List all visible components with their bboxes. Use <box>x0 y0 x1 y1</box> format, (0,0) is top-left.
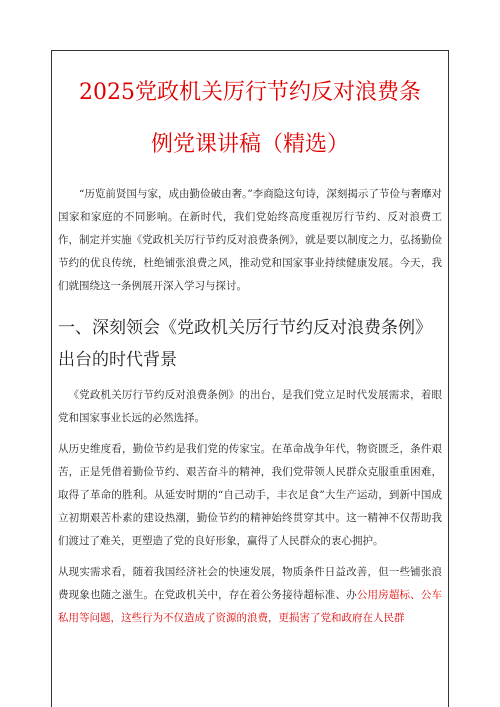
section-1-heading-line-2: 出台的时代背景 <box>58 350 177 370</box>
title-line-2: 例党课讲稿（精选） <box>150 132 349 157</box>
title-line-1: 2025党政机关厉行节约反对浪费条 <box>79 80 421 105</box>
document-title <box>58 71 442 167</box>
intro-paragraph: “历览前贤国与家，成由勤俭破由奢。”李商隐这句诗，深刻揭示了节俭与奢靡对国家和家庭的不同影响。在新时代，我们党始终高度重视厉行节约、反对浪费工作，制定并实施《党政机关厉行节约反对浪费条例》，就是要以制度之力，弘扬勤俭节约的优良传统，杜绝铺张浪费之风，推动党和国家事业持续健康发展。今天，我们就围绕这一条例展开深入学习与探讨。 <box>58 188 442 292</box>
document-page <box>51 50 449 707</box>
section-1-paragraph-2: 从历史维度看，勤俭节约是我们党的传家宝。在革命战争年代，物资匮乏，条件艰苦，正是凭借着勤俭节约、艰苦奋斗的精神，我们党带领人民群众克服重重困难，取得了革命的胜利。从延安时期的“自己动手，丰衣足食”大生产运动，到新中国成立初期艰苦朴素的建设热潮，勤俭节约的精神始终贯穿其中。这一精神不仅帮助我们渡过了难关，更塑造了党的良好形象，赢得了人民群众的衷心拥护。 <box>58 443 442 547</box>
section-1-paragraph-1: 《党政机关厉行节约反对浪费条例》的出台，是我们党立足时代发展需求，着眼党和国家事业长远的必然选择。 <box>58 389 442 424</box>
section-1-heading-line-1: 一、深刻领会《党政机关厉行节约反对浪费条例》 <box>58 318 432 338</box>
paragraph-3-highlighted-text: 公用房超标、公车私用等问题，这些行为不仅造成了资源的浪费，更损害了党和政府在人民群 <box>58 589 443 624</box>
section-1-heading <box>58 312 442 376</box>
paragraph-3-text: 从现实需求看，随着我国经济社会的快速发展，物质条件日益改善，但一些铺张浪费现象也随之滋生。在党政机关中，存在着公务接待超标准、办 <box>58 566 442 601</box>
section-1-paragraph-3 <box>58 561 442 630</box>
